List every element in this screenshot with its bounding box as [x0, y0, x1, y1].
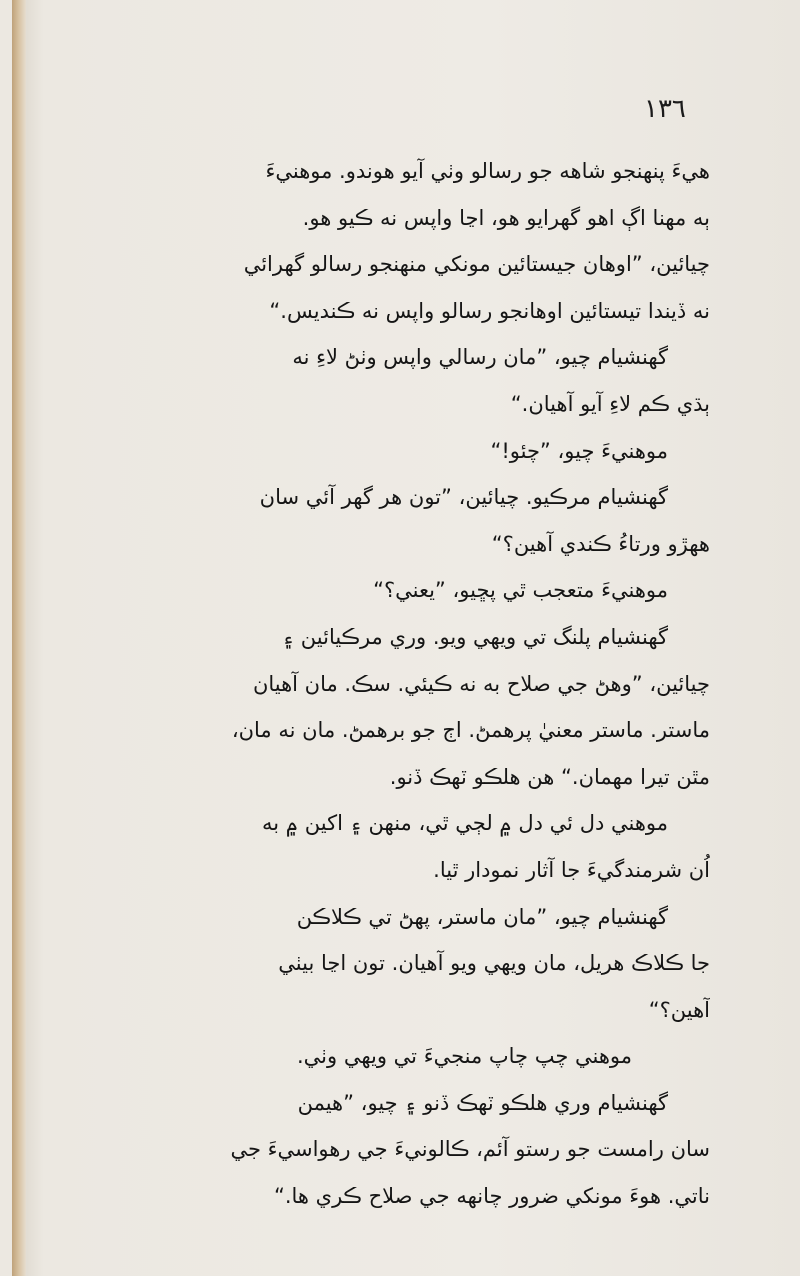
page-edge: [12, 0, 26, 1276]
text-line: جا ڪلاڪ هريل، مان ويهي ويو آهيان. تون اڃا بيٺي: [278, 951, 710, 976]
text-line: چيائين، ”اوهان جيستائين مونکي منهنجو رسالو گهرائي: [243, 252, 710, 277]
text-line: موهني چپ چاپ منجيءَ تي ويهي وٺي.: [296, 1044, 632, 1069]
text-line: ماستر. ماستر معنيٰ پرهمڻ. اڄ جو برهمڻ. مان نه مان،: [231, 718, 710, 743]
text-line: گهنشيام مرڪيو. چيائين، ”تون هر گهر آئي سان: [259, 485, 668, 510]
text-line: گهنشيام پلنگ تي ويهي ويو. وري مرڪيائين ۽: [281, 624, 668, 649]
text-line: هيءَ پنهنجو شاهه جو رسالو وٺي آيو هوندو. موهنيءَ: [265, 159, 710, 183]
text-line: ٻه مهنا اڳ اهو گهرايو هو، اڃا واپس نه ڪيو هو.: [302, 205, 710, 230]
text-line: ٻڌي ڪم لاءِ آيو آهيان.“: [510, 391, 710, 416]
body-text: [48, 148, 710, 1220]
text-line: ناتي. هوءَ مونکي ضرور چانهه جي صلاح ڪري ها.“: [273, 1184, 710, 1209]
text-line: ههڙو ورتاءُ ڪندي آهين؟“: [491, 531, 710, 556]
text-line: اُن شرمندگيءَ جا آثار نمودار ٿيا.: [433, 857, 710, 882]
text-line: گهنشيام چيو، ”مان ماستر، پهڻ تي ڪلاڪن: [296, 904, 668, 929]
text-line: موهنيءَ چيو، ”چئو!“: [490, 438, 668, 463]
text-line: سان رامست جو رستو آئم، ڪالونيءَ جي رهواسيءَ جي: [230, 1137, 710, 1162]
page-number: ١٣٦: [644, 94, 686, 124]
text-line: چيائين، ”وهڻ جي صلاح به نه ڪيئي. سڪ. مان آهيان: [252, 671, 710, 696]
text-line: آهين؟“: [648, 997, 710, 1022]
text-line: موهنيءَ متعجب ٿي پڇيو، ”يعني؟“: [373, 578, 668, 603]
text-line: گهنشيام وري هلڪو ٽهڪ ڏنو ۽ چيو، ”هيمن: [297, 1090, 668, 1115]
text-line: نه ڏيندا تيستائين اوهانجو رسالو واپس نه ڪنديس.“: [269, 298, 710, 323]
text-line: گهنشيام چيو، ”مان رسالي واپس وٺڻ لاءِ نه: [292, 345, 668, 370]
book-page: [12, 0, 800, 1276]
text-line: مٿن تيرا مهمان.“ هن هلڪو ٽهڪ ڏنو.: [389, 764, 710, 789]
text-line: موهني دل ئي دل ۾ لڄي ٿي، منهن ۽ اکين ۾ به: [261, 811, 668, 836]
